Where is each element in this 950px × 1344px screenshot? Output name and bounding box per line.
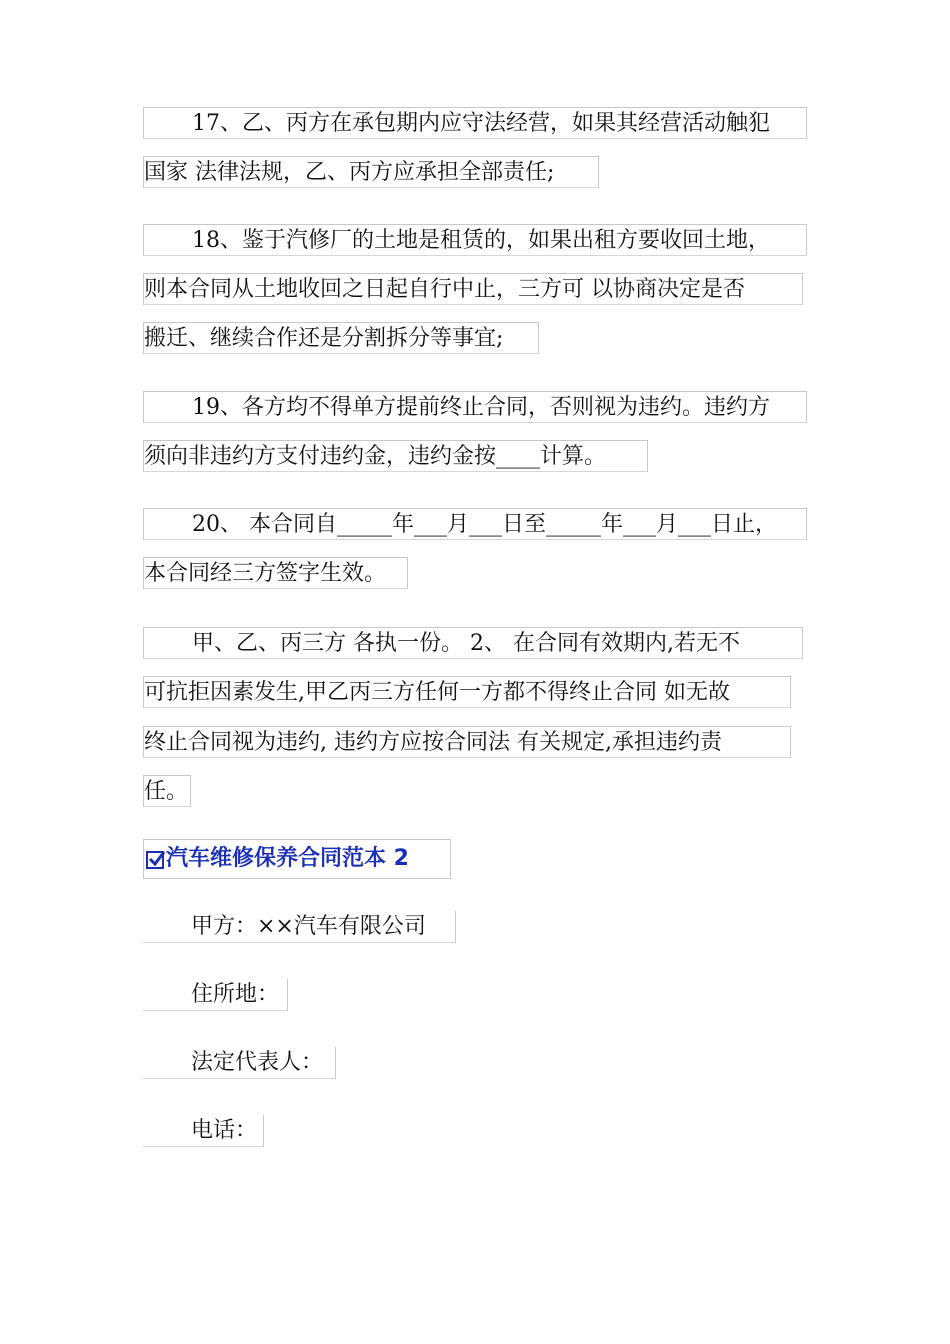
clause-17-line-1 — [143, 107, 807, 139]
clause-18-line-3 — [143, 322, 539, 354]
phone-label: 电话： — [191, 1118, 258, 1143]
checkbox-checked-icon — [146, 851, 164, 869]
address-line — [143, 979, 288, 1011]
clause-21-text-1: 甲、乙、丙三方 各执一份。 2、 在合同有效期内,若无不 — [192, 631, 740, 656]
clause-21-line-1 — [143, 627, 803, 659]
address-label: 住所地： — [191, 982, 280, 1007]
clause-21-line-2 — [143, 676, 791, 708]
clause-18-line-1 — [143, 224, 807, 256]
clause-17-line-2 — [143, 156, 599, 188]
clause-18-line-2 — [143, 273, 803, 305]
phone-line — [143, 1115, 264, 1147]
party-a-line — [143, 911, 456, 943]
clause-20-text-1: 20、 本合同自_____年___月___日至_____年___月___日止， — [192, 512, 777, 537]
clause-19-text-2: 须向非违约方支付违约金，违约金按____计算。 — [144, 444, 607, 469]
clause-21-text-3: 终止合同视为违约, 违约方应按合同法 有关规定,承担违约责 — [144, 730, 722, 755]
clause-18-text-3: 搬迁、继续合作还是分割拆分等事宜; — [144, 326, 504, 351]
clause-19-text-1: 19、各方均不得单方提前终止合同，否则视为违约。违约方 — [192, 395, 770, 420]
clause-21-line-3 — [143, 726, 791, 758]
clause-17-text-2: 国家 法律法规，乙、丙方应承担全部责任; — [144, 160, 555, 185]
clause-17-text-1: 17、乙、丙方在承包期内应守法经营，如果其经营活动触犯 — [192, 111, 770, 136]
legal-rep-label: 法定代表人： — [191, 1050, 324, 1075]
clause-19-line-2 — [143, 440, 648, 472]
clause-21-text-4: 任。 — [144, 779, 189, 804]
clause-20-text-2: 本合同经三方签字生效。 — [144, 561, 387, 586]
clause-19-line-1 — [143, 391, 807, 423]
clause-21-line-4 — [143, 775, 191, 807]
clause-21-text-2: 可抗拒因素发生,甲乙丙三方任何一方都不得终止合同 如无故 — [144, 680, 730, 705]
clause-18-text-2: 则本合同从土地收回之日起自行中止，三方可 以协商决定是否 — [144, 277, 745, 302]
section-2-heading-text: 汽车维修保养合同范本 2 — [166, 846, 409, 871]
clause-20-line-2 — [143, 557, 408, 589]
clause-18-text-1: 18、鉴于汽修厂的土地是租赁的，如果出租方要收回土地， — [192, 228, 770, 253]
legal-rep-line — [143, 1047, 336, 1079]
party-a-text: 甲方：××汽车有限公司 — [191, 914, 426, 939]
section-2-heading — [143, 839, 451, 879]
clause-20-line-1 — [143, 508, 807, 540]
